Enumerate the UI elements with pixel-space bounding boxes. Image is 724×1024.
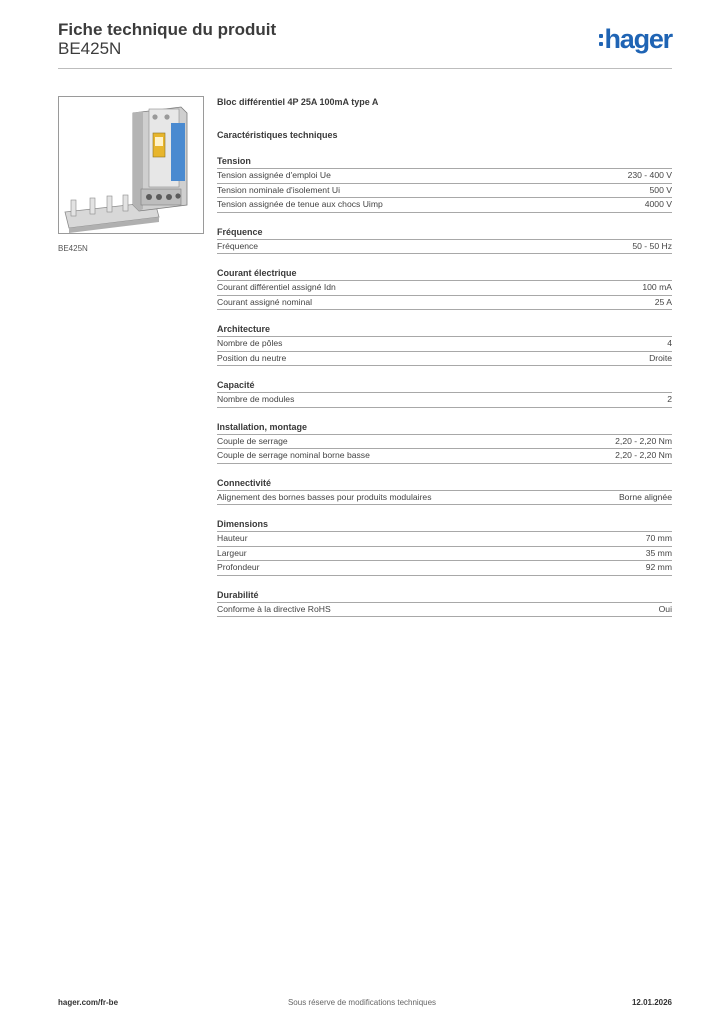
spec-label: Tension assignée d'emploi Ue [217, 170, 331, 180]
spec-row [217, 603, 672, 618]
hager-logo [599, 26, 672, 53]
section-title: Tension [217, 155, 672, 169]
spec-value: 50 - 50 Hz [632, 240, 672, 251]
section-title: Architecture [217, 323, 672, 337]
footer-disclaimer: Sous réserve de modifications techniques [287, 998, 437, 1007]
section-title: Courant électrique [217, 267, 672, 281]
logo-text: hager [604, 24, 672, 54]
spec-value: 230 - 400 V [627, 170, 672, 180]
spec-label: Fréquence [217, 240, 259, 251]
spec-value: Borne alignée [618, 491, 672, 502]
spec-row [217, 547, 672, 562]
spec-label: Conforme à la directive RoHS [217, 603, 331, 614]
section-title: Fréquence [217, 226, 672, 240]
spec-value: 2,20 - 2,20 Nm [615, 450, 672, 460]
spec-value: 4 [667, 338, 672, 348]
section-title: Connectivité [217, 477, 672, 491]
section-title: Capacité [217, 379, 672, 393]
spec-row [217, 169, 672, 184]
spec-row [217, 337, 672, 352]
section-installation [217, 421, 672, 464]
spec-label: Tension nominale d'isolement Ui [217, 184, 340, 195]
spec-label: Courant assigné nominal [217, 296, 313, 307]
spec-label: Tension assignée de tenue aux chocs Uimp [217, 199, 383, 209]
spec-value: 35 mm [645, 547, 672, 558]
spec-content [217, 96, 672, 617]
spec-value: 500 V [649, 184, 672, 195]
section-durabilite [217, 589, 672, 618]
spec-row [217, 532, 672, 547]
spec-label: Couple de serrage [217, 435, 288, 446]
spec-row [217, 393, 672, 408]
spec-row [217, 198, 672, 213]
spec-heading: Caractéristiques techniques [217, 130, 338, 140]
spec-value: 92 mm [645, 562, 672, 572]
section-capacite [217, 379, 672, 408]
spec-label: Courant différentiel assigné Idn [217, 282, 336, 292]
spec-label: Largeur [217, 547, 247, 558]
image-caption: BE425N [58, 244, 88, 253]
page-title: Fiche technique du produit [58, 20, 277, 39]
product-name: Bloc différentiel 4P 25A 100mA type A [217, 97, 379, 107]
spec-value: Droite [649, 352, 672, 363]
spec-value: 25 A [654, 296, 672, 307]
section-title: Dimensions [217, 518, 672, 532]
spec-label: Alignement des bornes basses pour produits modulaires [217, 491, 432, 502]
spec-value: 70 mm [645, 533, 672, 543]
spec-row [217, 352, 672, 367]
spec-label: Profondeur [217, 562, 260, 572]
section-title: Installation, montage [217, 421, 672, 435]
spec-row [217, 491, 672, 506]
section-courant [217, 267, 672, 310]
spec-label: Position du neutre [217, 352, 287, 363]
product-image [58, 96, 204, 234]
spec-value: 2,20 - 2,20 Nm [615, 435, 672, 446]
spec-label: Hauteur [217, 533, 248, 543]
logo-dots-icon [599, 26, 603, 46]
section-tension [217, 155, 672, 213]
spec-row [217, 449, 672, 464]
footer-website-link[interactable]: hager.com/fr-be [58, 998, 119, 1007]
spec-value: 4000 V [644, 199, 672, 209]
spec-row [217, 240, 672, 255]
spec-value: 2 [667, 394, 672, 404]
section-dimensions [217, 518, 672, 576]
spec-label: Couple de serrage nominal borne basse [217, 450, 370, 460]
section-title: Durabilité [217, 589, 672, 603]
spec-value: 100 mA [642, 282, 672, 292]
section-architecture [217, 323, 672, 366]
spec-row [217, 281, 672, 296]
spec-value: Oui [658, 603, 672, 614]
rcd-block-illustration [59, 97, 203, 233]
spec-row [217, 296, 672, 311]
section-frequence [217, 226, 672, 255]
section-connectivite [217, 477, 672, 506]
header-divider [58, 68, 672, 69]
spec-row [217, 435, 672, 450]
spec-row [217, 561, 672, 576]
spec-label: Nombre de modules [217, 394, 295, 404]
product-reference: BE425N [58, 39, 122, 58]
footer-date: 12.01.2026 [631, 998, 672, 1007]
spec-row [217, 184, 672, 199]
spec-label: Nombre de pôles [217, 338, 283, 348]
